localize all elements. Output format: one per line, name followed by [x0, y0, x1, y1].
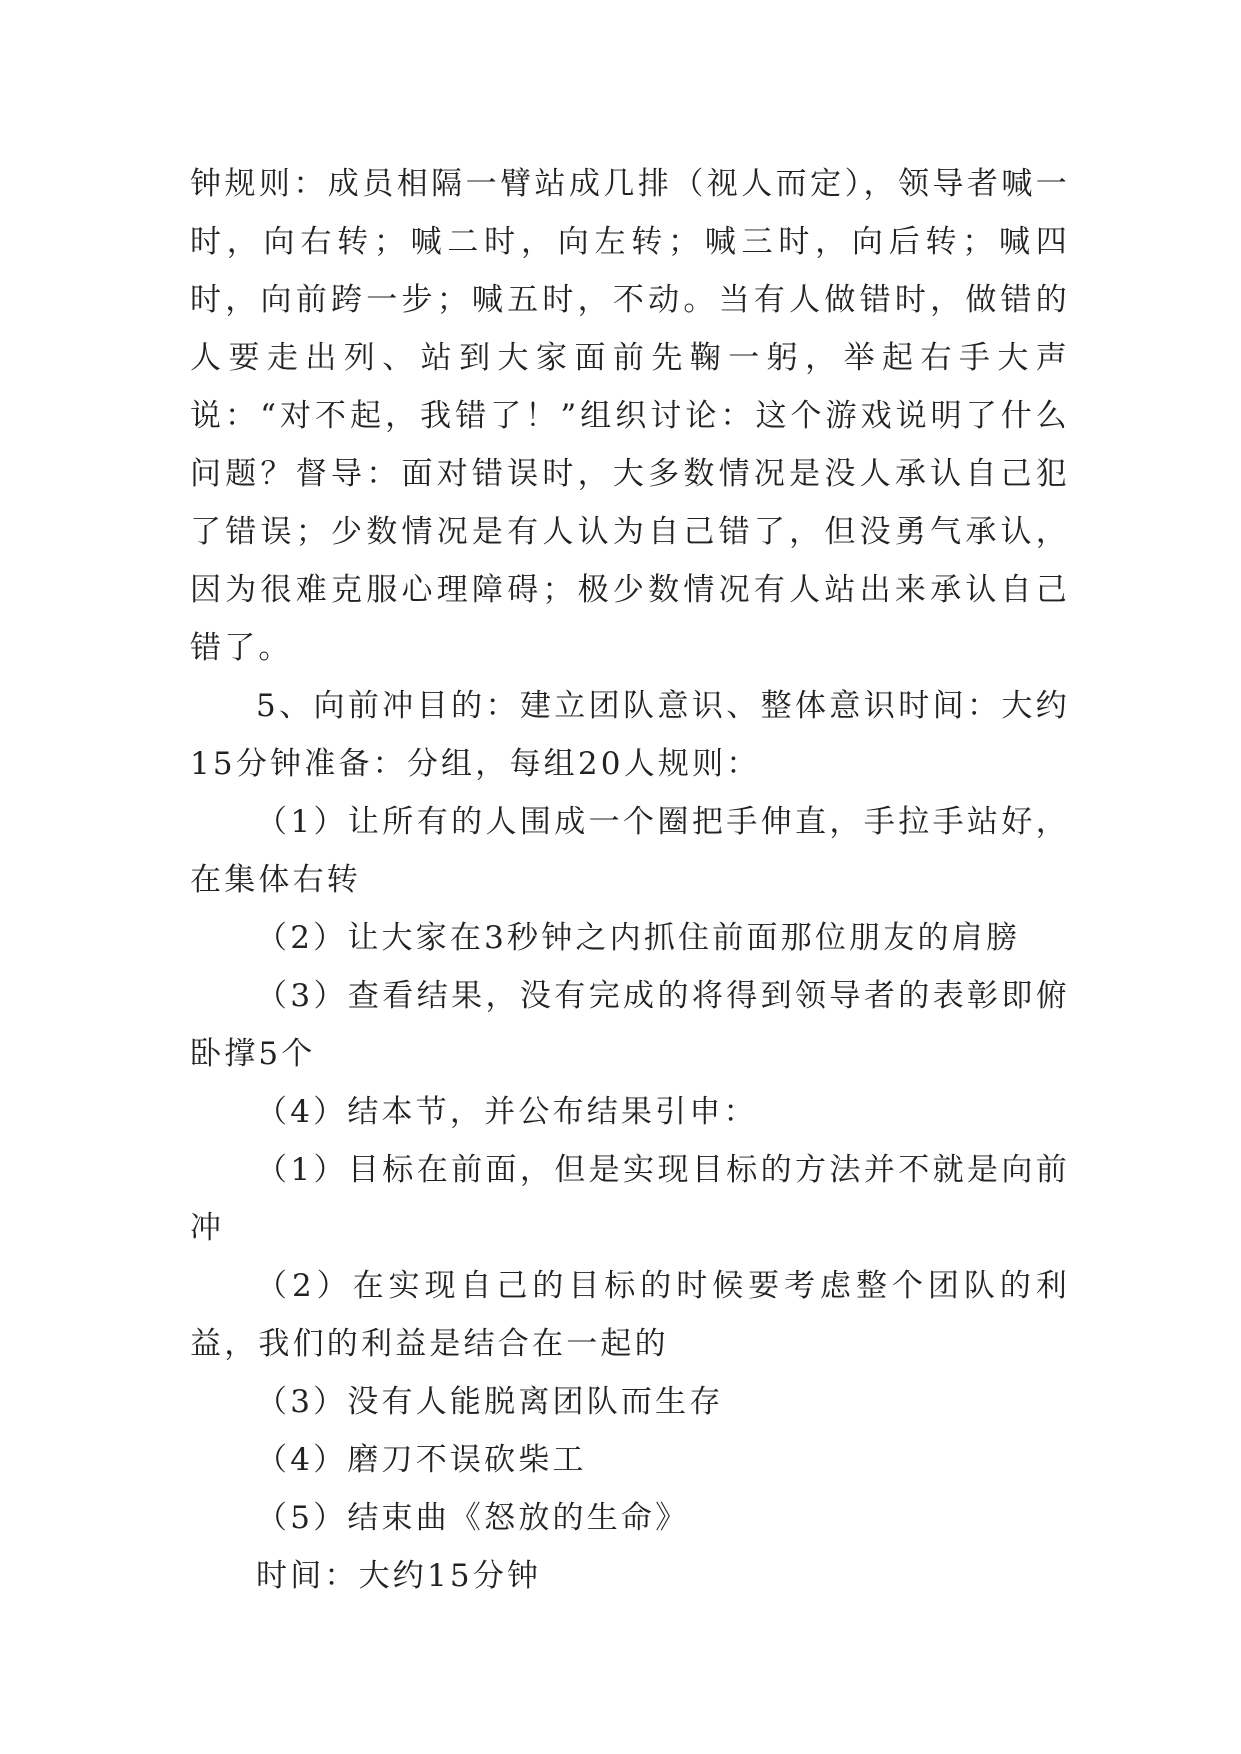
paragraph-step-2: （2）让大家在3秒钟之内抓住前面那位朋友的肩膀 [256, 920, 1021, 956]
paragraph-step-4: （4）结本节，并公布结果引申： [256, 1094, 758, 1130]
paragraph-step-1: （1）让所有的人围成一个圈把手伸直，手拉手站好，在集体右转 [190, 804, 1070, 898]
paragraph-rules: 钟规则：成员相隔一臂站成几排（视人而定），领导者喊一时，向右转；喊二时，向左转；喊三时，向后转；喊四时，向前跨一步；喊五时，不动。当有人做错时，做错的人要走出列、站到大家面前先鞠一躬，举起右手大声说：“对不起，我错了！”组织讨论：这个游戏说明了什么问题？督导：面对错误时，大多数情况是没人承认自己犯了错误；少数情况是有人认为自己错了，但没勇气承认，因为很难克服心理障碍；极少数情况有人站出来承认自己错了。 [190, 166, 1070, 666]
paragraph-time: 时间：大约15分钟 [256, 1558, 542, 1594]
paragraph-lesson-5: （5）结束曲《怒放的生命》 [256, 1500, 690, 1536]
paragraph-lesson-2: （2）在实现自己的目标的时候要考虑整个团队的利益，我们的利益是结合在一起的 [190, 1268, 1070, 1362]
paragraph-game-intro: 5、向前冲目的：建立团队意识、整体意识时间：大约15分钟准备：分组，每组20人规则： [190, 688, 1070, 782]
paragraph-lesson-3: （3）没有人能脱离团队而生存 [256, 1384, 724, 1420]
document-body [190, 155, 1070, 1605]
paragraph-lesson-1: （1）目标在前面，但是实现目标的方法并不就是向前冲 [190, 1152, 1070, 1246]
paragraph-step-3: （3）查看结果，没有完成的将得到领导者的表彰即俯卧撑5个 [190, 978, 1070, 1072]
paragraph-lesson-4: （4）磨刀不误砍柴工 [256, 1442, 587, 1478]
